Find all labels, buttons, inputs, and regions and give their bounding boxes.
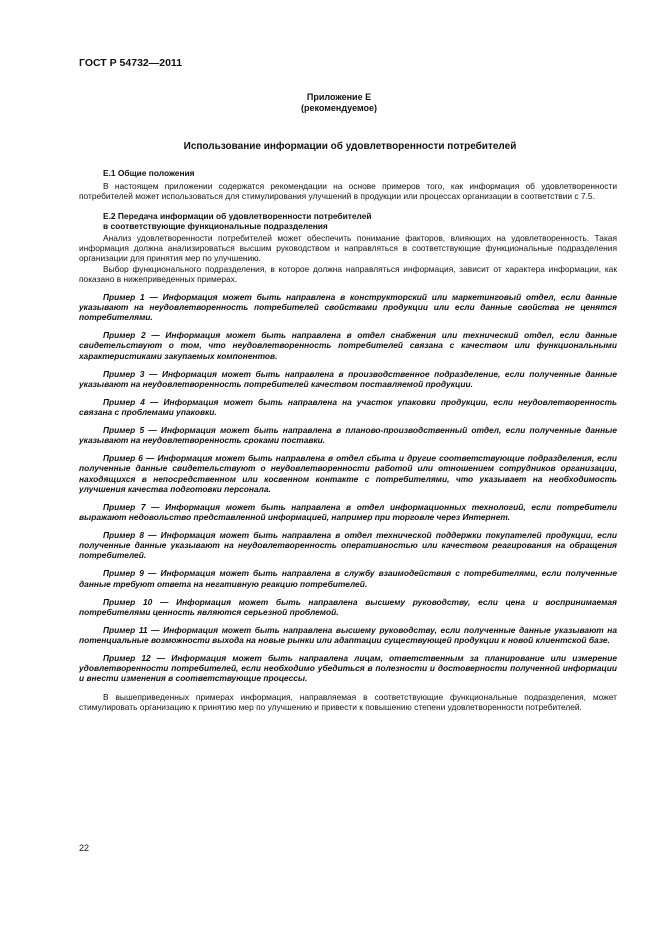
standard-header: ГОСТ Р 54732—2011: [79, 57, 183, 69]
section-2-para-2: Выбор функционального подразделения, в которое должна направляться информация, зависит от характера информации, как показано в нижеприведенных примерах.: [79, 263, 617, 284]
section-2-para-1: Анализ удовлетворенности потребителей может обеспечить понимание факторов, влияющих на удовлетворенность. Такая информация должна анализироваться высшим руководством и направляться в соответствующие функциональные подразделения организации для принятия мер по улучшению.: [79, 233, 617, 264]
example-1: Пример 1 — Информация может быть направлена в конструкторский или маркетинговый отдел, если данные указывают на неудовлетворенность потребителей свойствами продукции или если данные свойства не ценятся потребителями.: [79, 291, 617, 323]
section-2-heading: [79, 211, 617, 231]
annex-title: Приложение Е: [306, 92, 372, 102]
example-8: Пример 8 — Информация может быть направлена в отдел технической поддержки покупателей продукции, если полученные данные указывают на неудовлетворенность оперативностью или качеством реагирования на обращения потребителей.: [79, 530, 617, 561]
section-1-heading: Е.1 Общие положения: [103, 168, 195, 178]
closing-paragraph: В вышеприведенных примерах информация, направляемая в соответствующие функциональные подразделения, может стимулировать организацию к принятию мер по улучшению и привести к повышению степени удовлетворенности потребителей.: [79, 691, 617, 712]
main-title: Использование информации об удовлетворенности потребителей: [183, 141, 517, 152]
annex-heading: [79, 92, 599, 114]
example-6: Пример 6 — Информация может быть направлена в отдел сбыта и другие соответствующие подразделения, если полученные данные свидетельствуют о неудовлетворенности работой или отношением сотрудников организации, находящихся в непосредственном или косвенном контакте с потребителями, что указывает на необходимость улучшения качества подготовки персонала.: [79, 453, 617, 494]
example-5: Пример 5 — Информация может быть направлена в планово-производственный отдел, если полученные данные указывают на неудовлетворенность сроками поставки.: [79, 425, 617, 446]
example-7: Пример 7 — Информация может быть направлена в отдел информационных технологий, если потребители выражают недовольство представленной информацией, например при торговле через Интернет.: [79, 501, 617, 523]
section-1-text: В настоящем приложении содержатся рекомендации на основе примеров того, как информация об удовлетворенности потребителей может использоваться для стимулирования улучшений в продукции или процессах организации в соответствии с 7.5.: [79, 181, 617, 202]
example-4: Пример 4 — Информация может быть направлена на участок упаковки продукции, если неудовлетворенность связана с проблемами упаковки.: [79, 396, 617, 418]
example-2: Пример 2 — Информация может быть направлена в отдел снабжения или технический отдел, если данные свидетельствуют о том, что неудовлетворенность потребителей связана с качеством или функциональными характеристиками закупаемых компонентов.: [79, 330, 617, 361]
example-12: Пример 12 — Информация может быть направлена лицам, ответственным за планирование или измерение удовлетворенности потребителей, если необходимо убедиться в полезности и достоверности полученной информации и внести изменения в соответствующие процессы.: [79, 653, 617, 684]
example-9: Пример 9 — Информация может быть направлена в службу взаимодействия с потребителями, если полученные данные требуют ответа на негативную реакцию потребителей.: [79, 568, 617, 589]
example-11: Пример 11 — Информация может быть направлена высшему руководству, если полученные данные указывают на потенциальные возможности выхода на новые рынки или адаптации существующей продукции к новой клиентской базе.: [79, 624, 617, 646]
example-3: Пример 3 — Информация может быть направлена в производственное подразделение, если полученные данные указывают на неудовлетворенность потребителей качеством поставляемой продукции.: [79, 368, 617, 389]
example-10: Пример 10 — Информация может быть направлена высшему руководству, если цена и воспринимаемая потребителями ценность являются серьезной проблемой.: [79, 596, 617, 617]
section-2-heading-line2: в соответствующие функциональные подразделения: [103, 220, 328, 231]
page-number: 22: [79, 843, 90, 853]
annex-status: (рекомендуемое): [301, 103, 377, 113]
document-body: [79, 168, 617, 712]
section-2-heading-line1: Е.2 Передача информации об удовлетворенности потребителей: [103, 210, 372, 221]
